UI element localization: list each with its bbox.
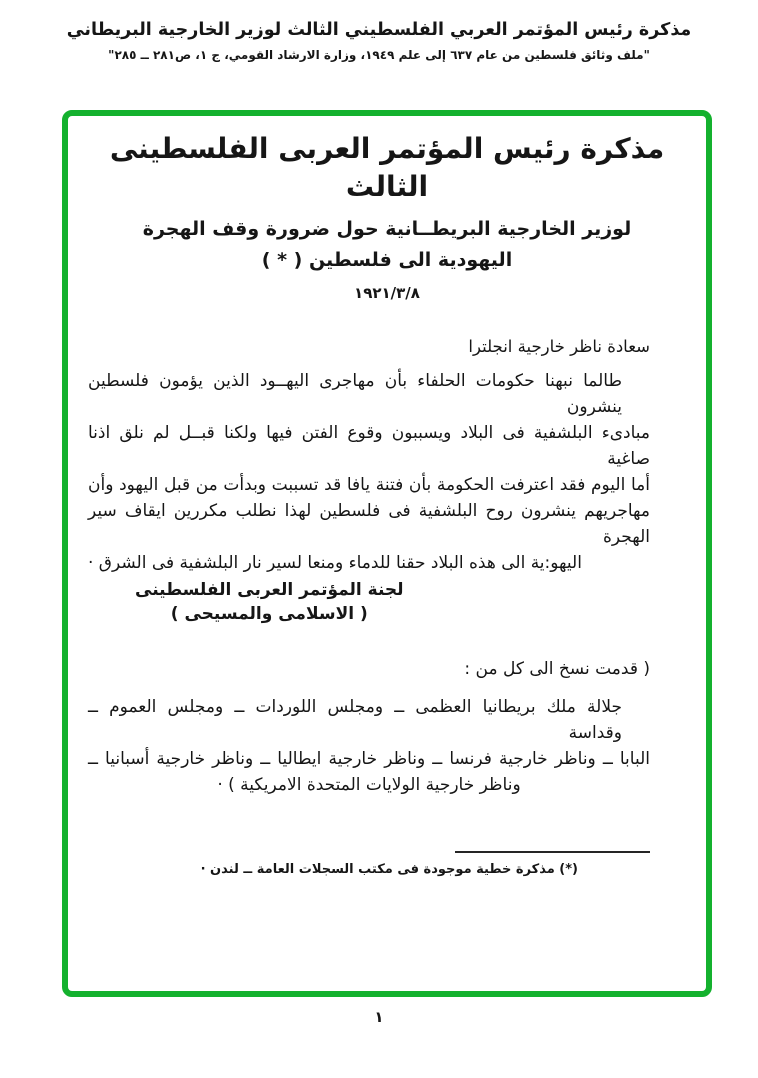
paragraph-2 <box>88 694 650 798</box>
document-heading <box>68 116 706 304</box>
header-source-citation: "ملف وثائق فلسطين من عام ٦٣٧ إلى علم ١٩٤٩، وزارة الارشاد القومي، ج ١، ص٢٨١ ــ ٢٨٥" <box>108 48 650 63</box>
paragraph-1 <box>88 368 650 576</box>
footnote-block <box>200 851 650 877</box>
header-title: مذكرة رئيس المؤتمر العربي الفلسطيني الثالث لوزير الخارجية البريطاني <box>66 20 692 40</box>
paragraph-1-line-1: طالما نبهنا حكومات الحلفاء بأن مهاجرى اليهــود الذين يؤمون فلسطين ينشرون <box>88 370 622 417</box>
page-header <box>0 18 758 64</box>
document-subtitle-line1: لوزير الخارجية البريطــانية حول ضرورة وقف الهجرة <box>142 217 632 240</box>
paragraph-1-line-5: اليهو:ية الى هذه البلاد حقنا للدماء ومنعا لسير نار البلشفية فى الشرق · <box>88 552 582 573</box>
green-annotation-box <box>62 110 712 997</box>
paragraph-1-line-4: مهاجريهم ينشرون روح البلشفية فى فلسطين لهذا نطلب مكررين ايقاف سير الهجرة <box>88 500 650 547</box>
signature-block <box>135 578 404 626</box>
page-number: ١ <box>374 1008 384 1026</box>
document-date-value: ١٩٢١/٣/٨ <box>354 283 420 302</box>
footnote-separator-rule <box>455 851 650 853</box>
paragraph-2-line-1: جلالة ملك بريطانيا العظمى ــ ومجلس اللوردات ــ ومجلس العموم ــ وقداسة <box>88 696 622 743</box>
paragraph-2-line-3: وناظر خارجية الولايات المتحدة الامريكية ) · <box>217 774 521 795</box>
addressee-line: سعادة ناظر خارجية انجلترا <box>468 336 650 356</box>
footnote-text: (*) مذكرة خطية موجودة فى مكتب السجلات العامة ــ لندن · <box>200 862 578 877</box>
copies-intro-line: ( قدمت نسخ الى كل من : <box>464 658 650 679</box>
document-body <box>68 334 706 798</box>
paragraph-1-line-3: أما اليوم فقد اعترفت الحكومة بأن فتنة يافا قد تسببت وبدأت من قبل اليهود وأن <box>88 474 650 495</box>
document-title: مذكرة رئيس المؤتمر العربى الفلسطينى الثالث <box>109 132 665 203</box>
paragraph-2-line-2: البابا ــ وناظر خارجية فرنسا ــ وناظر خارجية ايطاليا ــ وناظر خارجية أسبانيا ــ <box>88 748 650 769</box>
paragraph-1-line-2: مبادىء البلشفية فى البلاد ويسببون وقوع الفتن فيها ولكنا قبــل لم نلق اذنا صاغية <box>88 422 650 469</box>
signature-committee: لجنة المؤتمر العربى الفلسطينى <box>135 579 404 600</box>
document-date <box>68 283 706 304</box>
document-subtitle-line2: اليهودية الى فلسطين ( * ) <box>261 249 513 272</box>
signature-subline: ( الاسلامى والمسيحى ) <box>170 603 368 624</box>
